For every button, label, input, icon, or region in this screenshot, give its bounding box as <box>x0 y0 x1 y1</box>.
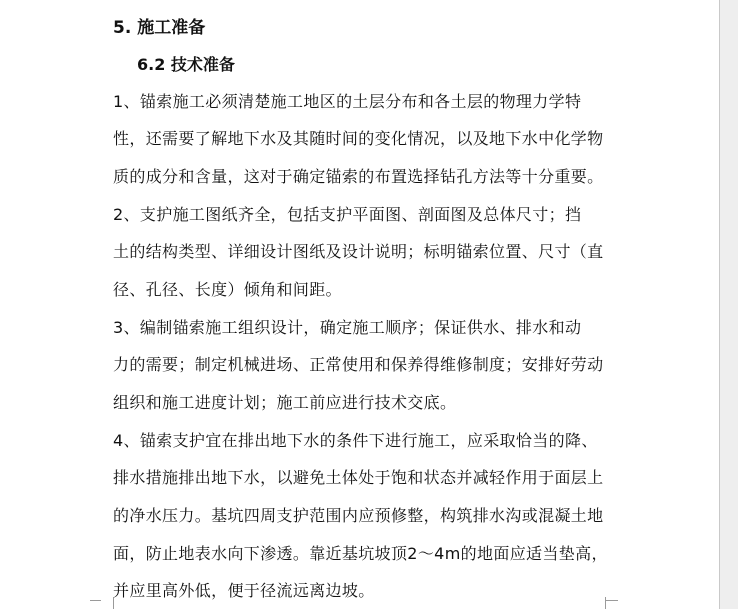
paragraph-line: 组织和施工进度计划；施工前应进行技术交底。 <box>113 393 457 412</box>
paragraph-line: 性，还需要了解地下水及其随时间的变化情况，以及地下水中化学物 <box>113 129 604 148</box>
paragraph-line: 排水措施排出地下水，以避免土体处于饱和状态并减轻作用于面层上 <box>113 468 604 487</box>
subsection-heading: 6.2 技术准备 <box>137 55 235 74</box>
margin-corner-mark-right <box>605 597 618 609</box>
margin-corner-mark-right <box>606 600 618 601</box>
paragraph-line: 面，防止地表水向下渗透。靠近基坑坡顶2～4m的地面应适当垫高， <box>113 544 608 563</box>
paragraph-line: 1、锚索施工必须清楚施工地区的土层分布和各土层的物理力学特 <box>113 92 582 111</box>
section-heading: 5. 施工准备 <box>113 18 206 38</box>
paragraph-line: 2、支护施工图纸齐全，包括支护平面图、剖面图及总体尺寸；挡 <box>113 205 582 224</box>
paragraph-line: 的净水压力。基坑四周支护范围内应预修整，构筑排水沟或混凝土地 <box>113 506 604 525</box>
paragraph-line: 质的成分和含量，这对于确定锚索的布置选择钻孔方法等十分重要。 <box>113 167 604 186</box>
paragraph-line: 3、编制锚索施工组织设计，确定施工顺序；保证供水、排水和动 <box>113 318 582 337</box>
scrollbar-track[interactable] <box>720 0 738 609</box>
paragraph-line: 力的需要；制定机械进场、正常使用和保养得维修制度；安排好劳动 <box>113 355 604 374</box>
paragraph-line: 4、锚索支护宜在排出地下水的条件下进行施工，应采取恰当的降、 <box>113 431 598 450</box>
paragraph-line: 土的结构类型、详细设计图纸及设计说明；标明锚索位置、尺寸（直 <box>113 242 604 261</box>
margin-corner-mark-left <box>90 600 101 601</box>
margin-corner-mark-left <box>101 597 114 609</box>
paragraph-line: 径、孔径、长度）倾角和间距。 <box>113 280 342 299</box>
paragraph-line: 并应里高外低，便于径流远离边坡。 <box>113 581 375 600</box>
